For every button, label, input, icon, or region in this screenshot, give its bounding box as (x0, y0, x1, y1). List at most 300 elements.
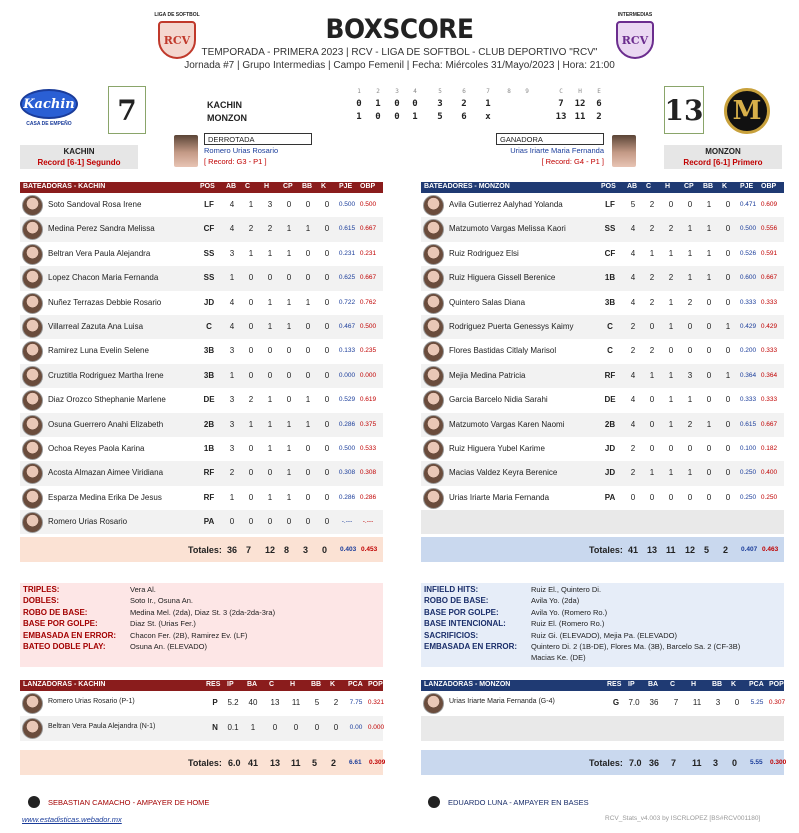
player-name: Macias Valdez Keyra Berenice (449, 468, 558, 478)
kachin_batting-col-obp: OBP (360, 183, 376, 190)
pitcher-row-empty (421, 716, 784, 741)
total-c: 13 (647, 545, 658, 556)
player-name: Acosta Almazan Aimee Viridiana (48, 468, 164, 478)
stat-k: 0 (324, 370, 330, 380)
inning-header-4: 4 (413, 88, 417, 95)
stat-pos: 1B (203, 443, 215, 453)
home-inning-6: 6 (461, 112, 467, 122)
stat-c: 1 (649, 248, 655, 258)
stat-pos: 3B (203, 370, 215, 380)
stat-k: 0 (725, 224, 731, 234)
kachin_pitching-col-bb: BB (311, 681, 322, 688)
stat-pje: 0.250 (739, 469, 757, 477)
monzon_pitching-header (421, 680, 784, 691)
inning-header-3: 3 (395, 88, 399, 95)
stat-pos: 2B (203, 419, 215, 429)
monzon_pitching-totals-row (421, 750, 787, 775)
player-photo (423, 317, 444, 338)
monzon_pitching-header-title: LANZADORAS - MONZON (424, 681, 511, 688)
stat-c: 2 (649, 200, 655, 209)
stat-pje: 0.467 (338, 322, 356, 330)
stat-k: 0 (725, 468, 731, 478)
pitch-stat-bb: 5 (314, 698, 320, 707)
stat-h: 1 (668, 297, 674, 307)
stat-cp: 0 (286, 200, 292, 209)
umpire-bases: EDUARDO LUNA - AMPAYER EN BASES (448, 798, 589, 807)
monzon_batting-col-bb: BB (703, 183, 714, 190)
stat-obp: 0.333 (760, 347, 778, 355)
note-line (424, 653, 781, 664)
stat-h: 1 (668, 395, 674, 405)
stat-pje: 0.471 (739, 201, 757, 208)
stat-obp: 0.667 (760, 420, 778, 428)
league-logo-left-label: LIGA DE SOFTBOL (154, 12, 200, 18)
kachin_batting-col-bb: BB (302, 183, 313, 190)
stat-c: 0 (248, 370, 254, 380)
monzon-game-notes (421, 583, 784, 667)
stat-h: 0 (668, 200, 674, 209)
stat-c: 2 (649, 297, 655, 307)
pitch-stat-pca: 0.00 (349, 724, 363, 731)
stat-pos: RF (203, 468, 215, 478)
stat-cp: 1 (687, 395, 693, 405)
stat-bb: 0 (706, 370, 712, 380)
stat-pos: DE (604, 395, 616, 405)
player-name: Lopez Chacon Maria Fernanda (48, 273, 159, 283)
player-name: Garcia Barcelo Nidia Sarahi (449, 395, 548, 405)
pitch-total-h: 11 (291, 758, 301, 768)
pitch-stat-pca: 5.25 (750, 699, 764, 706)
stats-website-link[interactable]: www.estadisticas.webador.mx (22, 815, 122, 824)
stat-bb: 1 (706, 273, 712, 283)
stat-cp: 2 (687, 297, 693, 307)
stat-pos: 1B (604, 273, 616, 283)
stat-ab: 4 (630, 419, 636, 429)
stat-k: 0 (324, 346, 330, 356)
linescore-home-name: MONZON (207, 113, 247, 123)
away-total-c: 7 (558, 99, 564, 109)
stat-c: 0 (649, 321, 655, 331)
player-photo (423, 463, 444, 484)
stat-k: 0 (324, 517, 330, 527)
note-value: Medina Mel. (2da), Diaz St. 3 (2da-2da-3ra) (130, 607, 276, 617)
stat-h: 1 (267, 395, 273, 405)
stat-pje: 0.722 (338, 298, 356, 306)
pitch-stat-ba: 40 (248, 698, 258, 707)
player-photo (423, 415, 444, 436)
stat-k: 0 (725, 492, 731, 502)
table-row (421, 291, 784, 315)
stat-cp: 0 (286, 395, 292, 405)
pitch-total-ba: 41 (248, 758, 259, 768)
stat-k: 0 (725, 248, 731, 258)
kachin_batting-totals-row (20, 537, 383, 562)
note-value: Osuna An. (ELEVADO) (130, 641, 207, 651)
stat-bb: 1 (305, 224, 311, 234)
stat-c: 2 (248, 395, 254, 405)
table-row (20, 364, 383, 388)
player-name: Villarreal Zazuta Ana Luisa (48, 321, 144, 331)
player-name: Esparza Medina Erika De Jesus (48, 492, 162, 502)
pitch-stat-k: 2 (333, 698, 339, 707)
stat-pos: LF (605, 200, 615, 209)
away-inning-1: 0 (356, 99, 362, 109)
pitch-stat-pop: 0.307 (768, 699, 786, 706)
stat-c: 1 (248, 200, 254, 209)
totals-label: Totales: (188, 545, 222, 556)
table-row (421, 242, 784, 266)
away-team-record: Record [6-1] Segundo (37, 158, 121, 167)
stat-pos: 3B (203, 346, 215, 356)
kachin_pitching-col-pca: PCA (348, 681, 363, 688)
table-row (421, 339, 784, 363)
stat-pje: 0.364 (739, 371, 757, 379)
rcv-logo-right: RCV (616, 21, 654, 59)
stat-ab: 0 (229, 517, 235, 527)
stat-c: 0 (649, 419, 655, 429)
table-row (421, 413, 784, 437)
player-name: Flores Bastidas Citlaly Marisol (449, 346, 557, 356)
stat-bb: 1 (305, 419, 311, 429)
note-key: SACRIFICIOS: (424, 630, 479, 640)
player-photo (423, 366, 444, 387)
winning-label: GANADORA (496, 133, 604, 145)
monzon_batting-col-cp: CP (684, 183, 694, 190)
stat-obp: 0.333 (760, 298, 778, 306)
monzon_pitching-col-ip: IP (628, 681, 635, 688)
stat-ab: 4 (630, 224, 636, 234)
stat-k: 0 (324, 419, 330, 429)
stat-h: 0 (668, 443, 674, 453)
stat-pos: CF (604, 248, 616, 258)
stat-cp: 1 (286, 248, 292, 258)
stat-obp: 0.231 (359, 249, 377, 257)
pitch-stat-pop: 0.321 (367, 699, 385, 706)
stat-k: 0 (324, 492, 330, 502)
table-row (421, 193, 784, 217)
stat-k: 0 (725, 419, 731, 429)
player-photo (423, 293, 444, 314)
pitcher-photo (22, 718, 43, 739)
pitch-stat-res: P (212, 698, 218, 707)
player-name: Romero Urias Rosario (48, 517, 128, 527)
note-value: Ruiz El. (Romero Ro.) (531, 619, 605, 629)
stat-c: 0 (248, 443, 254, 453)
stat-bb: 0 (305, 346, 311, 356)
kachin-game-notes (20, 583, 383, 667)
away-team-panel (20, 145, 138, 169)
monzon_pitching-col-pca: PCA (749, 681, 764, 688)
version-label: RCV_Stats_v4.003 by ISCRLOPEZ [BS#RCV001180] (605, 815, 761, 822)
note-key: ROBO DE BASE: (23, 607, 88, 617)
stat-ab: 4 (229, 321, 235, 331)
stat-c: 0 (248, 346, 254, 356)
pitcher-photo (423, 693, 444, 714)
stat-ab: 2 (630, 321, 636, 331)
stat-k: 0 (725, 297, 731, 307)
note-value: Quintero Di. 2 (1B-DE), Flores Ma. (3B), Barcelo Sa. 2 (CF-3B) (531, 641, 741, 651)
stat-bb: 0 (706, 395, 712, 405)
note-line (23, 608, 380, 619)
kachin_pitching-col-res: RES (206, 681, 221, 688)
stat-ab: 1 (229, 273, 235, 283)
stat-ab: 2 (630, 443, 636, 453)
stat-pje: -.--- (341, 518, 353, 526)
che-header-c: C (559, 88, 563, 95)
kachin_pitching-col-ip: IP (227, 681, 234, 688)
monzon_pitching-col-ba: BA (648, 681, 659, 688)
stat-cp: 1 (687, 468, 693, 478)
stat-bb: 0 (706, 346, 712, 356)
pitcher-row (20, 691, 383, 716)
note-value: Ruiz Gi. (ELEVADO), Mejia Pa. (ELEVADO) (531, 630, 678, 640)
stat-pje: 0.000 (338, 371, 356, 379)
stat-obp: 0.533 (359, 444, 377, 452)
away-inning-7: 1 (485, 99, 491, 109)
stat-k: 0 (725, 443, 731, 453)
stat-ab: 4 (630, 395, 636, 405)
kachin-pitching-table (20, 680, 386, 775)
stat-obp: 0.619 (359, 396, 377, 404)
player-photo (423, 390, 444, 411)
home-total-h: 11 (574, 112, 586, 122)
monzon_pitching-col-bb: BB (712, 681, 723, 688)
home-team-record: Record [6-1] Primero (683, 158, 763, 167)
kachin_batting-col-ab: AB (226, 183, 237, 190)
stat-k: 0 (324, 200, 330, 209)
total-obp: 0.453 (361, 546, 378, 554)
monzon_pitching-col-h: H (691, 681, 697, 688)
total-c: 7 (246, 545, 252, 556)
monzon_batting-col-pos: POS (601, 183, 616, 190)
table-row (421, 266, 784, 290)
total-bb: 3 (303, 545, 309, 556)
stat-k: 0 (725, 200, 731, 209)
stat-h: 1 (267, 248, 273, 258)
monzon_batting-header (421, 182, 784, 193)
stat-obp: 0.591 (760, 249, 778, 257)
monzon_batting-header-title: BATEADORES - MONZON (424, 183, 510, 190)
monzon_pitching-col-k: K (731, 681, 737, 688)
stat-cp: 0 (687, 200, 693, 209)
stat-ab: 0 (630, 492, 636, 502)
player-photo (22, 366, 43, 387)
stat-ab: 3 (229, 443, 235, 453)
pitch-stat-c: 13 (270, 698, 280, 707)
player-photo (423, 268, 444, 289)
pitcher-row (20, 716, 383, 741)
total-bb: 5 (704, 545, 710, 556)
note-value: Macias Ke. (DE) (531, 653, 586, 663)
stat-k: 1 (725, 370, 731, 380)
stat-h: 0 (267, 346, 273, 356)
player-photo (22, 439, 43, 460)
pitcher-name: Urias Iriarte Maria Fernanda (G-4) (449, 698, 555, 705)
table-row (20, 413, 383, 437)
stat-h: 2 (267, 224, 273, 234)
stat-c: 0 (248, 297, 254, 307)
total-ab: 41 (628, 545, 639, 556)
monzon-batting-table (421, 182, 784, 562)
player-photo (22, 268, 43, 289)
table-row (20, 486, 383, 510)
league-logo-right-label: INTERMEDIAS (617, 12, 653, 18)
away-total-h: 12 (574, 99, 586, 109)
stat-cp: 1 (286, 468, 292, 478)
monzon_batting-totals-row (421, 537, 784, 562)
stat-h: 0 (668, 492, 674, 502)
stat-pos: C (206, 321, 212, 331)
table-row (421, 461, 784, 485)
stat-pje: 0.615 (739, 420, 757, 428)
player-photo (22, 512, 43, 533)
stat-obp: 0.333 (760, 396, 778, 404)
kachin_batting-header-title: BATEADORAS - KACHIN (23, 183, 106, 190)
stat-pos: CF (203, 224, 215, 234)
note-line (424, 642, 781, 653)
stat-cp: 1 (286, 492, 292, 502)
stat-bb: 0 (305, 200, 311, 209)
stat-bb: 1 (706, 200, 712, 209)
stat-pje: 0.231 (338, 249, 356, 257)
player-photo (22, 488, 43, 509)
stat-ab: 4 (229, 224, 235, 234)
note-key: BATEO DOBLE PLAY: (23, 641, 106, 651)
totals-label: Totales: (589, 758, 623, 768)
note-key: ROBO DE BASE: (424, 596, 489, 606)
note-key: TRIPLES: (23, 585, 60, 594)
inning-header-2: 2 (376, 88, 380, 95)
kachin_batting-col-c: C (245, 183, 251, 190)
home-inning-2: 0 (375, 112, 381, 122)
table-row (20, 339, 383, 363)
pitch-stat-ba: 36 (649, 698, 659, 707)
home-inning-4: 1 (412, 112, 418, 122)
total-pje: 0.407 (741, 546, 758, 554)
pitch-total-h: 11 (692, 758, 702, 768)
player-photo (22, 463, 43, 484)
stat-h: 0 (267, 370, 273, 380)
table-row (20, 315, 383, 339)
pitch-total-k: 2 (331, 758, 337, 768)
player-photo (423, 488, 444, 509)
monzon_pitching-col-c: C (670, 681, 676, 688)
stat-h: 1 (668, 370, 674, 380)
pitch-total-c: 13 (270, 758, 281, 768)
stat-pos: JD (604, 468, 616, 478)
totals-label: Totales: (589, 545, 623, 556)
stat-bb: 0 (706, 321, 712, 331)
stat-cp: 2 (687, 419, 693, 429)
stat-pje: 0.625 (338, 274, 356, 282)
stat-ab: 4 (630, 297, 636, 307)
total-k: 0 (322, 545, 328, 556)
stat-k: 1 (725, 321, 731, 331)
note-line (424, 608, 781, 619)
stat-ab: 2 (229, 468, 235, 478)
stat-bb: 0 (305, 468, 311, 478)
player-name: Beltran Vera Paula Alejandra (48, 248, 151, 258)
stat-bb: 0 (305, 248, 311, 258)
stat-obp: 0.667 (359, 274, 377, 282)
table-row (421, 388, 784, 412)
stat-pje: 0.615 (338, 225, 356, 233)
note-key: INFIELD HITS: (424, 585, 479, 594)
away-inning-5: 3 (437, 99, 443, 109)
stat-cp: 0 (687, 492, 693, 502)
stat-k: 0 (324, 321, 330, 331)
stat-ab: 2 (630, 468, 636, 478)
note-value: Vera Al. (130, 585, 156, 594)
table-row (20, 510, 383, 534)
pitch-stat-ba: 1 (250, 723, 256, 732)
stat-h: 1 (668, 468, 674, 478)
pitch-total-bb: 5 (312, 758, 318, 768)
stat-h: 0 (267, 517, 273, 527)
stat-pje: 0.529 (338, 396, 356, 404)
stat-h: 3 (267, 200, 273, 209)
kachin-batting-table (20, 182, 383, 562)
pitch-total-pop: 0.300 (770, 759, 787, 766)
losing-label: DERROTADA (204, 133, 312, 145)
kachin_batting-col-k: K (321, 183, 327, 190)
table-row (421, 437, 784, 461)
away-inning-3: 0 (394, 99, 400, 109)
stat-bb: 1 (706, 419, 712, 429)
stat-cp: 0 (687, 321, 693, 331)
table-row (421, 315, 784, 339)
stat-obp: 0.364 (760, 371, 778, 379)
stat-c: 0 (649, 443, 655, 453)
umpire-home: SEBASTIAN CAMACHO - AMPAYER DE HOME (48, 798, 210, 807)
stat-obp: 0.667 (760, 274, 778, 282)
stat-pos: SS (203, 273, 215, 283)
stat-h: 1 (267, 297, 273, 307)
stat-k: 0 (324, 395, 330, 405)
stat-cp: 1 (286, 321, 292, 331)
stat-h: 1 (267, 419, 273, 429)
note-value: Diaz St. (Urias Fer.) (130, 619, 196, 629)
losing-pitcher-photo (174, 135, 198, 167)
losing-pitcher-record: [ Record: G3 - P1 ] (204, 157, 267, 166)
kachin_pitching-col-h: H (290, 681, 296, 688)
stat-bb: 0 (305, 443, 311, 453)
pitch-total-ip: 6.0 (228, 758, 241, 768)
player-photo (22, 244, 43, 265)
stat-bb: 1 (706, 248, 712, 258)
stat-obp: 0.375 (359, 420, 377, 428)
player-photo (22, 390, 43, 411)
stat-bb: 0 (305, 273, 311, 283)
stat-cp: 0 (286, 346, 292, 356)
note-line (23, 642, 380, 653)
away-team-name: KACHIN (63, 147, 95, 156)
stat-ab: 4 (229, 200, 235, 209)
stat-ab: 4 (630, 370, 636, 380)
note-line (424, 619, 781, 630)
stat-ab: 4 (630, 248, 636, 258)
pitch-stat-res: N (212, 723, 218, 732)
player-name: Matzumoto Vargas Melissa Kaori (449, 224, 566, 234)
stat-bb: 1 (305, 395, 311, 405)
table-row (20, 291, 383, 315)
stat-pje: 0.100 (739, 444, 757, 452)
rcv-logo-left: RCV (158, 21, 196, 59)
stat-bb: 0 (305, 321, 311, 331)
kachin-team-logo (20, 89, 78, 133)
player-photo (423, 341, 444, 362)
page-title: BOXSCORE (325, 14, 474, 45)
